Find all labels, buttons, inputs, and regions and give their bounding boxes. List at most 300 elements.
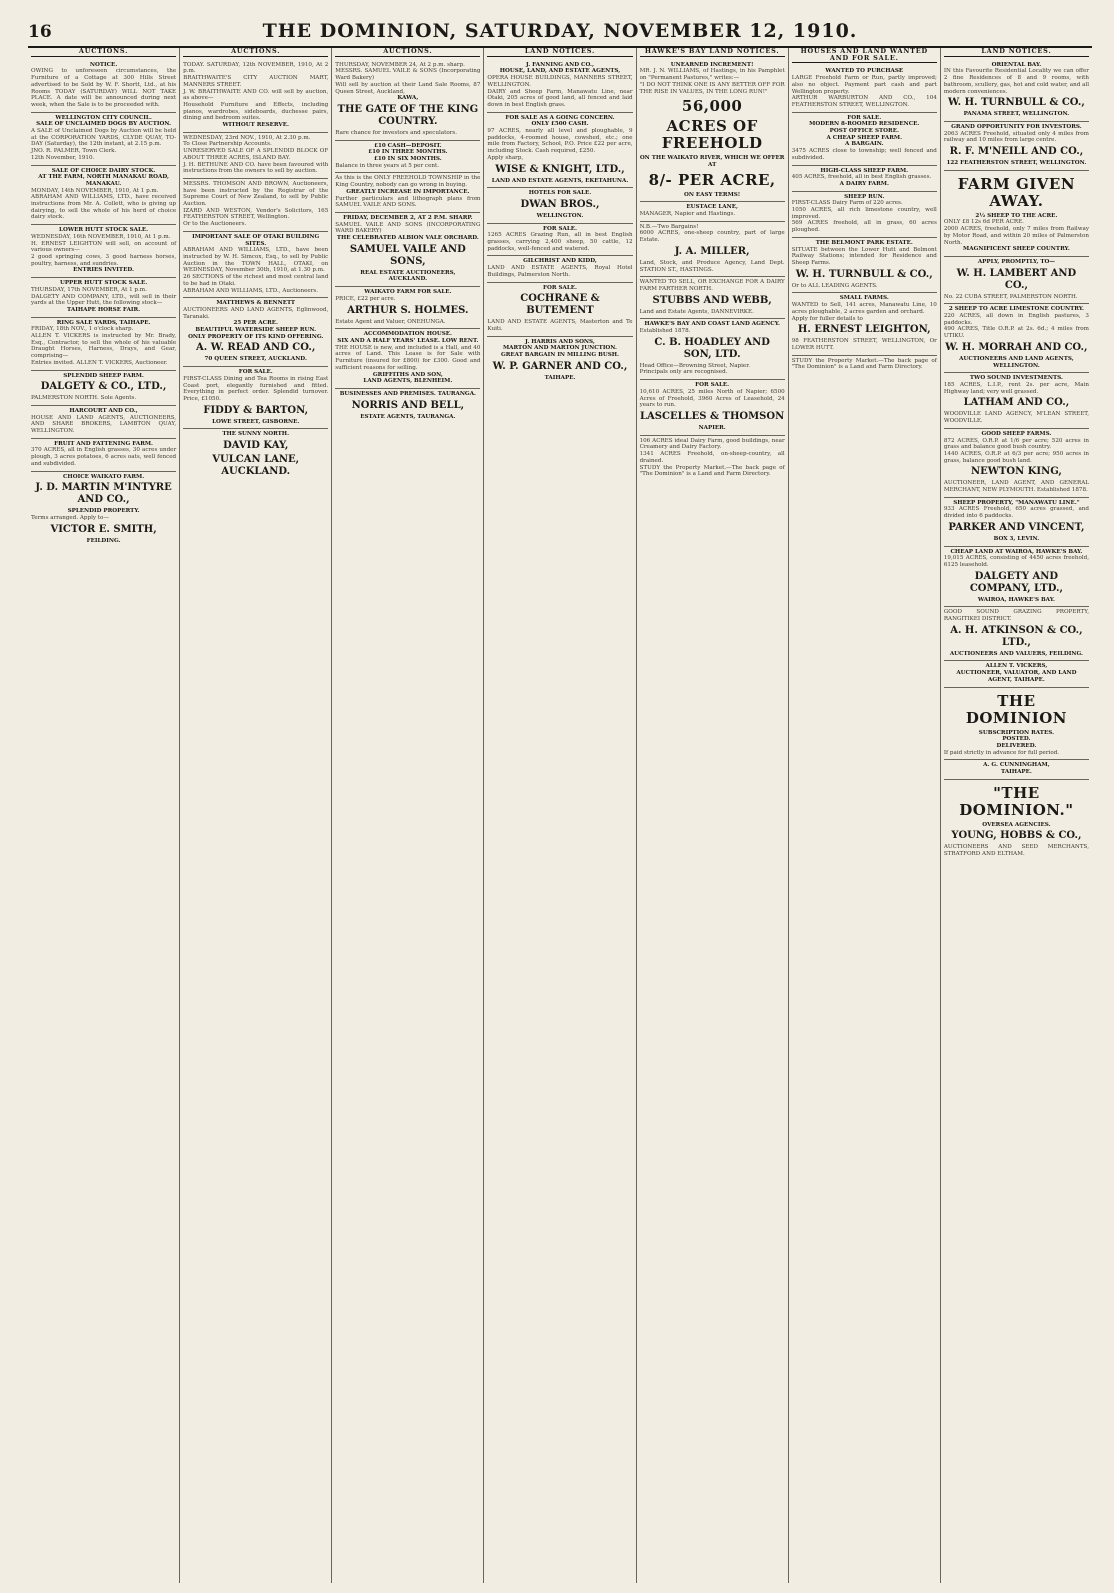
advertisement xyxy=(640,380,785,436)
ad-text: IZARD AND WESTON, Vendor's Solicitors, 165 FEATHERSTON STREET, Wellington. xyxy=(183,207,329,221)
ad-text: OPERA HOUSE BUILDINGS, MANNERS STREET, WELLINGTON. xyxy=(487,75,633,88)
advertisement xyxy=(183,298,328,367)
advertiser-name: DALGETY & CO., LTD., xyxy=(40,381,167,393)
ad-text: HOUSE AND LAND AGENTS, AUCTIONEERS, AND SHARE BROKERS, LAMBTON QUAY, WELLINGTON. xyxy=(31,414,177,435)
ad-text: WANTED to Sell, 141 acres, Manawatu Line, 10 acres ploughable, 2 acres garden and orchard. xyxy=(791,302,937,315)
ad-text: ONLY £8 12s 6d PER ACRE. xyxy=(943,219,1024,226)
ad-heading: MAGNIFICENT SHEEP COUNTRY. xyxy=(963,246,1070,253)
ad-heading: ON EASY TERMS! xyxy=(683,191,741,198)
ad-heading: DELIVERED. xyxy=(996,742,1037,749)
advertiser-name: J. D. MARTIN M'INTYRE AND CO., xyxy=(35,482,172,506)
advertisement xyxy=(487,337,632,385)
newspaper-title: THE DOMINION, SATURDAY, NOVEMBER 12, 1910. xyxy=(262,20,858,42)
advertisement xyxy=(792,238,937,294)
column-6 xyxy=(789,48,941,1583)
ad-heading: AT THE FARM, NORTH MANAKAU ROAD, MANAKAU. xyxy=(38,174,169,187)
advertiser-name: ARTHUR S. HOLMES. xyxy=(347,304,469,316)
advertiser-name: YOUNG, HOBBS & CO., xyxy=(951,830,1082,842)
ad-heading: 122 FEATHERSTON STREET, WELLINGTON. xyxy=(946,160,1087,167)
ad-heading: A BARGAIN. xyxy=(845,141,884,148)
advertisement xyxy=(944,60,1089,122)
advertisement xyxy=(944,760,1089,779)
ad-text: Established 1878. xyxy=(639,328,691,335)
ad-heading: HAWKE'S BAY AND COAST LAND AGENCY. xyxy=(644,321,780,328)
ad-text: Entries invited. ALLEN T. VICKERS, Auctioneer. xyxy=(31,359,168,366)
column-header: AUCTIONS. xyxy=(335,48,480,57)
advertisement xyxy=(487,60,632,113)
ad-text: WANTED TO SELL, OR EXCHANGE FOR A DAIRY FARM FARTHER NORTH. xyxy=(639,279,785,292)
ad-text: WEDNESDAY, 16th NOVEMBER, 1910, At 1 p.m. xyxy=(31,233,171,240)
ad-heading: TAIHAPE. xyxy=(1000,769,1032,776)
ad-text: 1341 ACRES Freehold, on-sheep-country, all drained. xyxy=(639,451,785,464)
ad-heading: WELLINGTON CITY COUNCIL. xyxy=(55,114,152,121)
ad-heading: FOR SALE. xyxy=(695,382,730,389)
ad-heading: SMALL FARMS. xyxy=(839,295,889,302)
ad-heading: BEAUTIFUL WATERSIDE SHEEP RUN. xyxy=(195,327,317,334)
advertisement xyxy=(335,287,480,329)
ad-text: 12th November, 1910. xyxy=(31,154,95,161)
ad-heading: BOX 3, LEVIN. xyxy=(993,535,1040,542)
ad-text: THURSDAY, NOVEMBER 24, At 2 p.m. sharp. xyxy=(335,61,465,68)
column-header: LAND NOTICES. xyxy=(944,48,1089,57)
column-header: AUCTIONS. xyxy=(31,48,176,57)
ad-heading: FOR SALE AS A GOING CONCERN. xyxy=(505,114,615,121)
column-header: AUCTIONS. xyxy=(183,48,328,57)
ad-text: 490 ACRES, Title O.R.P. at 2s. 6d.; 4 miles from UTIKU. xyxy=(943,326,1089,340)
advertiser-name: DAVID KAY, xyxy=(223,440,289,452)
ad-text: 1050 ACRES, all rich limestone country, well improved. xyxy=(791,207,937,220)
ad-heading: AUCTIONEERS AND VALUERS, FEILDING. xyxy=(949,650,1083,657)
ad-text: SAMUEL VAILE AND SONS (INCORPORATING WARD BAKERY) xyxy=(335,221,481,235)
advertisement xyxy=(487,256,632,282)
advertisement xyxy=(335,60,480,141)
ad-text: Will sell by auction at their Land Sale Rooms, 87 Queen Street, Auckland, xyxy=(335,81,481,95)
ad-heading: TWO SOUND INVESTMENTS. xyxy=(969,375,1063,382)
ad-text: 872 ACRES, O.R.P. at 1/6 per acre; 520 acres in grass and balance good bush country. xyxy=(943,437,1089,451)
ad-text: N.B.—Two Bargains! xyxy=(639,223,699,230)
ad-text: MESSRS. SAMUEL VAILE & SONS (Incorporating Ward Bakery) xyxy=(335,68,481,82)
advertisement xyxy=(31,278,176,318)
ad-text: 10,610 ACRES, 25 miles North of Napier; 6500 Acres of Freehold, 3960 Acres of Leasehold, 24 years to run. xyxy=(639,388,785,409)
advertiser-name: STUBBS AND WEBB, xyxy=(652,294,772,306)
advertisement xyxy=(944,429,1089,498)
ad-heading: J. HARRIS AND SONS, xyxy=(525,338,595,345)
advertiser-name: COCHRANE & BUTEMENT xyxy=(520,293,600,317)
ad-text: IN this Favourite Residential Locality we can offer 2 fine Residences of 8 and 9 rooms, with bathroom, scullery, gas, hot and cold water, and all modern conveniences. xyxy=(943,68,1089,95)
ad-text: Head Office—Browning Street, Napier. xyxy=(639,362,751,369)
ad-heading: WITHOUT RESERVE. xyxy=(222,122,289,129)
ad-heading: THE CELEBRATED ALBION VALE ORCHARD. xyxy=(336,235,479,242)
ad-display-heading: 8/- PER ACRE, xyxy=(648,170,776,189)
ad-text: If paid strictly in advance for full period. xyxy=(943,749,1060,756)
advertisement xyxy=(183,232,328,298)
column-3 xyxy=(332,48,484,1583)
ad-heading: FOR SALE. xyxy=(847,114,882,121)
ad-heading: GOOD SHEEP FARMS. xyxy=(981,430,1052,437)
ad-text: Further particulars and lithograph plans from SAMUEL VAILE AND SONS. xyxy=(335,195,481,209)
column-7 xyxy=(941,48,1092,1583)
advertisement xyxy=(944,498,1089,547)
advertiser-name: H. ERNEST LEIGHTON, xyxy=(797,324,931,336)
advertisement xyxy=(31,472,176,548)
advertisement xyxy=(31,60,176,113)
ad-heading: A DAIRY FARM. xyxy=(839,180,889,187)
advertisement xyxy=(335,389,480,423)
ad-heading: J. FANNING AND CO., xyxy=(526,61,594,68)
ad-text: 97 ACRES, nearly all level and ploughable, 9 paddocks, 4-roomed house, cowshed, etc.; one mile from Factory, School, P.O. Price £22 per acre, including Stock. Cash required, £250. xyxy=(487,128,633,155)
advertiser-name: LASCELLES & THOMSON xyxy=(640,410,785,422)
column-5 xyxy=(637,48,789,1583)
ad-text: H. ERNEST LEIGHTON will sell, on account of various owners— xyxy=(31,240,177,254)
ad-text: OWING to unforeseen circumstances, the Furniture of a Cottage at 300 Hills Street advertised to be Sold by W. F. Shortt, Ltd., at his Rooms TODAY (SATURDAY) WILL NOT TAKE PLACE. A date will be announced during next week, when the Sale is to be proceeded with. xyxy=(31,68,177,108)
ad-text: Land, Stock, and Produce Agency, Land Dept. STATION ST., HASTINGS. xyxy=(639,259,785,273)
advertisement xyxy=(640,60,785,203)
ad-heading: 2 SHEEP TO ACRE LIMESTONE COUNTRY. xyxy=(948,306,1084,313)
ad-heading: THE BELMONT PARK ESTATE. xyxy=(815,239,913,246)
ad-text: AUCTIONEERS AND SEED MERCHANTS, STRATFORD AND ELTHAM. xyxy=(943,844,1089,858)
advertisement xyxy=(31,225,176,278)
ad-heading: IMPORTANT SALE OF OTAKI BUILDING SITES. xyxy=(192,233,320,247)
ad-text: 2 good springing cows, 3 good harness horses, poultry, harness, and sundries. xyxy=(31,253,177,267)
advertiser-name: PARKER AND VINCENT, xyxy=(948,521,1085,533)
ad-text: Balance in three years at 5 per cent. xyxy=(335,162,440,169)
ad-text: GOOD SOUND GRAZING PROPERTY, RANGITIKEI DISTRICT. xyxy=(943,609,1089,623)
ad-text: BRAITHWAITE'S CITY AUCTION MART, MANNERS STREET. xyxy=(183,75,329,88)
ad-heading: MATTHEWS & BENNETT xyxy=(216,300,296,307)
advertisement xyxy=(640,222,785,278)
ad-text: UNRESERVED SALE OF A SPLENDID BLOCK OF ABOUT THREE ACRES, ISLAND BAY. xyxy=(183,148,329,161)
ad-text: ABRAHAM AND WILLIAMS, LTD., have been instructed by W. H. Simcox, Esq., to sell by Public Auction in the TOWN HALL, OTAKI, on WEDNESDAY, November 30th, 1910, at 1.30 p.m. xyxy=(183,247,329,274)
ad-heading: ORIENTAL BAY. xyxy=(991,61,1042,68)
ad-heading: MARTON AND MARTON JUNCTION. xyxy=(502,345,618,352)
ad-heading: AUCKLAND. xyxy=(388,276,428,283)
column-2 xyxy=(180,48,332,1583)
advertisement xyxy=(487,224,632,257)
ad-heading: THE SUNNY NORTH. xyxy=(222,431,290,438)
ad-text: WEDNESDAY, 23rd NOV., 1910, At 2.30 p.m. xyxy=(183,134,311,141)
ad-text: AUCTIONEER, LAND AGENT, AND GENERAL MERCHANT, NEW PLYMOUTH. Established 1878. xyxy=(943,480,1089,494)
ad-text: ABRAHAM AND WILLIAMS, LTD., have received instructions from Mr. A. Collett, who is giving up dairying, to sell the whole of his herd of choice dairy stock. xyxy=(31,194,177,221)
advertisement xyxy=(183,179,328,232)
ad-text: MANAGER, Napier and Hastings. xyxy=(639,211,736,218)
ad-text: DAIRY and Sheep Farm, Manawatu Line, near Otaki, 205 acres of good land, all fenced and laid down in best English grass. xyxy=(487,88,633,108)
ad-heading: GILCHRIST AND KIDD, xyxy=(523,258,597,265)
ad-heading: NOTICE. xyxy=(89,61,118,68)
ad-heading: WELLINGTON. xyxy=(536,212,584,219)
ad-heading: SIX AND A HALF YEARS' LEASE. LOW RENT. xyxy=(337,337,479,344)
ad-heading: ALLEN T. VICKERS, xyxy=(985,663,1048,670)
ad-heading: WAIROA, HAWKE'S BAY. xyxy=(977,596,1055,603)
ad-text: MONDAY, 14th NOVEMBER, 1910, At 1 p.m. xyxy=(31,187,159,194)
advertiser-name: DALGETY AND COMPANY, LTD., xyxy=(969,570,1063,594)
ad-heading: 25 PER ACRE. xyxy=(233,320,278,327)
ad-heading: LAND AGENTS, BLENHEIM. xyxy=(363,378,453,385)
advertiser-name: W. H. MORRAH AND CO., xyxy=(945,341,1088,353)
advertisement xyxy=(640,436,785,481)
ad-heading: WAIKATO FARM FOR SALE. xyxy=(364,289,452,296)
ad-text: 1440 ACRES, O.R.P. at 6/3 per acre; 950 acres in grass, balance good bush land. xyxy=(943,450,1089,464)
advertisement xyxy=(640,277,785,319)
advertiser-name: VICTOR E. SMITH, xyxy=(50,523,157,535)
ad-text: 185 ACRES, L.I.P., rent 2s. per acre, Main Highway land; very well grassed. xyxy=(943,381,1089,395)
ad-heading: 70 QUEEN STREET, AUCKLAND. xyxy=(204,356,307,363)
ad-display-heading: ACRES OF FREEHOLD xyxy=(661,117,763,153)
advertiser-name: W. P. GARNER AND CO., xyxy=(492,360,628,372)
ad-text: PRICE, £22 per acre. xyxy=(335,295,396,302)
ad-heading: SHEEP PROPERTY, "MANAWATU LINE." xyxy=(953,499,1080,506)
advertiser-name: SAMUEL VAILE AND SONS, xyxy=(349,243,466,267)
ad-heading: HOTELS FOR SALE. xyxy=(528,190,592,197)
ad-text: 2063 ACRES Freehold, situated only 4 miles from railway and 10 miles from large centre. xyxy=(943,130,1089,144)
advertisement xyxy=(31,166,176,226)
advertisement xyxy=(487,113,632,189)
ad-heading: LOWE STREET, GISBORNE. xyxy=(212,418,300,425)
advertisement xyxy=(487,283,632,337)
ad-heading: SUBSCRIPTION RATES. xyxy=(978,729,1055,736)
ad-text: ALLEN T. VICKERS is instructed by Mr. Brady, Esq., Contractor, to sell the whole of his valuable Draught Horses, Harness, Drays, and Gear, comprising— xyxy=(31,333,177,360)
ad-heading: UNEARNED INCREMENT! xyxy=(670,61,754,68)
ad-heading: HARCOURT AND CO., xyxy=(69,407,138,414)
advertisement xyxy=(31,318,176,371)
advertisement xyxy=(792,192,937,238)
ad-text: WOODVILLE LAND AGENCY, M'LEAN STREET, WOODVILLE. xyxy=(943,411,1089,425)
ad-heading: ENTRIES INVITED. xyxy=(73,267,134,274)
ad-heading: £10 IN SIX MONTHS. xyxy=(374,156,442,163)
ad-text: Principals only are recognised. xyxy=(639,369,728,376)
ad-heading: HOUSE, LAND, AND ESTATE AGENTS, xyxy=(499,68,621,75)
ad-heading: CHOICE WAIKATO FARM. xyxy=(62,473,145,480)
column-header: LAND NOTICES. xyxy=(487,48,632,57)
advertiser-name: FIDDY & BARTON, xyxy=(203,404,309,416)
ad-text: Or to ALL LEADING AGENTS. xyxy=(791,282,878,289)
ad-text: FRIDAY, 18th NOV., 1 o'clock sharp. xyxy=(31,326,134,333)
ad-text: Or to the Auctioneers. xyxy=(183,221,247,228)
ad-text: Rare chance for investors and speculators. xyxy=(335,129,458,136)
advertisement xyxy=(31,371,176,406)
advertisement xyxy=(792,66,937,112)
ad-text: Estate Agent and Valuer, ONEHUNGA. xyxy=(335,318,446,325)
ad-heading: ONLY PROPERTY OF ITS KIND OFFERING. xyxy=(188,333,324,340)
advertiser-name: VULCAN LANE, AUCKLAND. xyxy=(212,454,300,478)
advertisement xyxy=(792,113,937,166)
ad-heading: SALE OF CHOICE DAIRY STOCK. xyxy=(51,167,156,174)
ad-heading: PANAMA STREET, WELLINGTON. xyxy=(963,111,1070,118)
ad-heading: HIGH-CLASS SHEEP FARM. xyxy=(820,167,909,174)
ad-text: THE HOUSE is new, and included is a Hall, and 40 acres of Land. This Lease is for Sale with Furniture (insured for £800) for £300. Good and sufficient reasons for selling. xyxy=(335,344,481,371)
advertisement xyxy=(31,439,176,472)
advertiser-name: W. H. LAMBERT AND CO., xyxy=(956,267,1077,291)
advertiser-name: W. H. TURNBULL & CO., xyxy=(947,97,1085,109)
ad-heading: LOWER HUTT STOCK SALE. xyxy=(59,227,149,234)
ad-heading: A CHEAP SHEEP FARM. xyxy=(826,134,903,141)
advertisement xyxy=(487,188,632,223)
advertisement xyxy=(944,171,1089,257)
advertiser-name: THE GATE OF THE KING COUNTRY. xyxy=(337,103,479,127)
ad-text: J. H. BETHUNE AND CO. have been favoured with instructions from the owners to sell by auction. xyxy=(183,161,329,175)
advertisement xyxy=(183,60,328,133)
ad-heading: RING SALE YARDS, TAIHAPE. xyxy=(56,319,151,326)
ad-text: JNO. R. PALMER, Town Clerk. xyxy=(31,148,117,155)
ad-heading: FOR SALE. xyxy=(543,284,577,291)
ad-heading: NAPIER. xyxy=(698,424,726,431)
advertiser-name: W. H. TURNBULL & CO., xyxy=(795,268,933,280)
ad-heading: SPLENDID PROPERTY. xyxy=(67,508,140,515)
ad-heading: KAWA, xyxy=(397,95,419,102)
ad-text: 2000 ACRES, freehold, only 7 miles from Railway by Motor Road, and within 20 miles of Palmerston North. xyxy=(943,226,1089,246)
ad-heading: 2½ SHEEP TO THE ACRE. xyxy=(975,212,1058,219)
ad-text: 1265 ACRES Grazing Run, all in best English grasses, carrying 2,400 sheep, 50 cattle, 12 paddocks, well-fenced and watered. xyxy=(487,232,633,252)
advertisement xyxy=(183,133,328,179)
advertiser-name: A. W. READ AND CO., xyxy=(196,342,316,354)
ad-heading: POST OFFICE STORE. xyxy=(829,128,899,135)
ad-heading: FRIDAY, DECEMBER 2, AT 2 P.M. SHARP. xyxy=(343,214,473,221)
advertiser-name: WISE & KNIGHT, LTD., xyxy=(495,163,625,175)
column-header: HOUSES AND LAND WANTED AND FOR SALE. xyxy=(792,48,937,63)
ad-heading: SPLENDID SHEEP FARM. xyxy=(63,372,144,379)
ad-display-heading: "THE DOMINION." xyxy=(959,783,1074,819)
ad-text: STUDY the Property Market.—The back page of "The Dominion" is a Land and Farm Directory. xyxy=(791,357,937,371)
ad-text: 26 SECTIONS of the richest and most central land to be had in Otaki. xyxy=(183,274,329,287)
advertisement xyxy=(944,688,1089,761)
advertisement xyxy=(183,367,328,429)
advertisement xyxy=(792,293,937,355)
ad-text: ARTHUR WARBURTON AND CO., 104 FEATHERSTON STREET, WELLINGTON. xyxy=(791,95,937,108)
column-4 xyxy=(484,48,636,1583)
ad-text: J. W. BRAITHWAITE AND CO. will sell by auction, as above— xyxy=(183,88,329,102)
ad-text: MESSRS. THOMSON AND BROWN, Auctioneers, have been instructed by the Registrar of the Supreme Court of New Zealand, to sell by Public Auction. xyxy=(183,180,329,208)
ad-text: 3475 ACRES close to township; well fenced and subdivided. xyxy=(791,148,937,161)
ad-heading: GREAT BARGAIN IN MILLING BUSH. xyxy=(500,352,619,359)
ad-heading: SALE OF UNCLAIMED DOGS BY AUCTION. xyxy=(36,121,172,128)
columns xyxy=(28,48,1092,1583)
advertisement xyxy=(944,607,1089,661)
ad-text: ABRAHAM AND WILLIAMS, LTD., Auctioneers. xyxy=(183,287,319,294)
ad-heading: ON THE WAIKATO RIVER, WHICH WE OFFER AT xyxy=(639,155,785,168)
advertisement xyxy=(183,429,328,483)
ad-text: As this is the ONLY FREEHOLD TOWNSHIP in the King Country, nobody can go wrong in buying. xyxy=(335,175,481,189)
ad-text: 98 FEATHERSTON STREET, WELLINGTON, Or LOWER HUTT. xyxy=(791,338,937,351)
ad-text: TODAY. SATURDAY, 12th NOVEMBER, 1910, At 2 p.m. xyxy=(183,61,329,75)
advertisement xyxy=(335,141,480,174)
ad-heading: A. G. CUNNINGHAM, xyxy=(983,762,1050,769)
ad-text: 405 ACRES, freehold, all in best English grasses. xyxy=(791,174,932,181)
masthead xyxy=(28,8,1092,48)
ad-text: THURSDAY, 17th NOVEMBER, At 1 p.m. xyxy=(31,286,147,293)
ad-heading: OVERSEA AGENCIES. xyxy=(982,821,1051,828)
ad-heading: CHEAP LAND AT WAIROA, HAWKE'S BAY. xyxy=(950,548,1083,555)
ad-text: Household Furniture and Effects, including pianos, wardrobes, sideboards, duchesse pairs, dining and bedroom suites. xyxy=(183,101,329,122)
ad-heading: ONLY £500 CASH. xyxy=(531,121,589,128)
ad-heading: APPLY, PROMPTLY, TO— xyxy=(977,258,1055,265)
ad-heading: ESTATE AGENTS, TAURANGA. xyxy=(360,413,456,420)
ad-text: Land and Estate Agents, DANNEVIRKE. xyxy=(639,308,754,315)
advertisement xyxy=(335,173,480,213)
advertisement xyxy=(944,122,1089,171)
advertisement xyxy=(335,329,480,389)
ad-text: DALGETY AND COMPANY, LTD., will sell in their yards at the Upper Hutt, the following stock— xyxy=(31,293,177,307)
ad-text: 220 ACRES, all down in English pastures, 3 paddocks. xyxy=(943,313,1089,326)
ad-heading: GRIFFITHS AND SON, xyxy=(372,371,443,378)
advertiser-name: A. H. ATKINSON & CO., LTD., xyxy=(950,624,1083,648)
ad-heading: TAIHAPE. xyxy=(544,374,576,381)
advertisement xyxy=(335,213,480,287)
advertiser-name: R. F. M'NEILL AND CO., xyxy=(949,146,1084,158)
ad-text: AUCTIONEERS AND LAND AGENTS, Eglinwood, Taranaki. xyxy=(183,306,329,320)
ad-heading: ACCOMMODATION HOUSE. xyxy=(363,331,452,338)
ad-heading: £10 IN THREE MONTHS. xyxy=(368,149,448,156)
ad-heading: FOR SALE. xyxy=(238,369,273,376)
ad-text: 933 ACRES Freehold, 650 acres grassed, and divided into 6 paddocks. xyxy=(943,506,1089,520)
ad-heading: SHEEP RUN. xyxy=(844,193,885,200)
advertiser-name: DWAN BROS., xyxy=(520,198,600,210)
advertisement xyxy=(31,113,176,166)
ad-heading: £10 CASH—DEPOSIT. xyxy=(374,142,442,149)
ad-text: Apply for fuller details to xyxy=(791,315,863,322)
advertiser-name: C. B. HOADLEY AND SON, LTD. xyxy=(654,336,770,360)
ad-heading: FEILDING. xyxy=(86,537,121,544)
column-1 xyxy=(28,48,180,1583)
ad-heading: AUCTIONEERS AND LAND AGENTS, WELLINGTON. xyxy=(959,355,1074,369)
ad-heading: REAL ESTATE AUCTIONEERS, xyxy=(360,269,456,276)
ad-text: 569 ACRES freehold, all in grass, 60 acres ploughed. xyxy=(791,220,937,234)
ad-heading: POSTED. xyxy=(1002,736,1031,743)
ad-heading: WANTED TO PURCHASE xyxy=(825,68,904,75)
ad-text: 370 ACRES, all in English grasses, 30 acres under plough, 3 acres potatoes, 6 acres oats, well fenced and subdivided. xyxy=(31,447,177,467)
ad-heading: AUCTIONEER, VALUATOR, AND LAND AGENT, TAIHAPE. xyxy=(956,670,1077,683)
advertisement xyxy=(944,780,1089,861)
advertisement xyxy=(31,406,176,439)
page-number: 16 xyxy=(28,22,52,42)
ad-text: PALMERSTON NORTH. Sole Agents. xyxy=(31,395,137,402)
ad-heading: UPPER HUTT STOCK SALE. xyxy=(59,280,148,287)
ad-text: LAND AND ESTATE AGENTS, Royal Hotel Buildings, Palmerston North. xyxy=(487,265,633,278)
ad-text: MR. J. N. WILLIAMS, of Hastings, in his Pamphlet on "Permanent Pastures," writes:— xyxy=(639,68,785,82)
advertiser-name: NEWTON KING, xyxy=(970,466,1062,478)
advertisement xyxy=(944,661,1089,687)
advertisement xyxy=(792,166,937,192)
advertisement xyxy=(640,319,785,380)
ad-display-heading: 56,000 xyxy=(681,97,743,116)
ad-heading: MODERN 8-ROOMED RESIDENCE. xyxy=(809,121,920,128)
ad-text: FIRST-CLASS Dairy Farm of 220 acres. xyxy=(791,200,903,207)
ad-heading: EUSTACE LANE, xyxy=(686,204,738,211)
ad-display-heading: THE DOMINION xyxy=(965,691,1068,727)
advertiser-name: J. A. MILLER, xyxy=(674,245,750,257)
advertiser-name: NORRIS AND BELL, xyxy=(351,399,465,411)
ad-heading: FRUIT AND FATTENING FARM. xyxy=(54,440,154,447)
ad-text: Terms arranged. Apply to— xyxy=(31,514,110,521)
ad-heading: FOR SALE. xyxy=(543,225,577,232)
ad-heading: GRAND OPPORTUNITY FOR INVESTORS. xyxy=(951,123,1082,130)
ad-text: "I DO NOT THINK ONE IS ANY BETTER OFF FOR THE RISE IN VALUES, IN THE LONG RUN!" xyxy=(639,81,785,95)
ad-text: A SALE of Unclaimed Dogs by Auction will be held at the CORPORATION YARDS, CLYDE QUAY, TO-DAY (Saturday), the 12th instant, at 2.15 p.m. xyxy=(31,128,177,148)
ad-text: Apply sharp, xyxy=(487,154,524,161)
advertisement xyxy=(792,356,937,374)
ad-heading: GREATLY INCREASE IN IMPORTANCE. xyxy=(346,188,470,195)
ad-text: 6000 ACRES, one-sheep country, part of large Estate. xyxy=(639,230,785,244)
ad-text: STUDY the Property Market.—The back page of "The Dominion" is a Land and Farm Directory. xyxy=(639,464,785,478)
ad-text: FIRST-CLASS Dining and Tea Rooms in rising East Coast port, elegantly furnished and fitted. Everything in perfect order. Splendid turnover. Price, £1050. xyxy=(183,375,329,402)
advertisement xyxy=(944,373,1089,429)
ad-text: LARGE Freehold Farm or Run, partly improved; also no object. Payment part cash and part Wellington property. xyxy=(791,75,937,95)
column-header: HAWKE'S BAY LAND NOTICES. xyxy=(640,48,785,57)
ad-text: To Close Partnership Accounts. xyxy=(183,141,272,148)
advertisement xyxy=(944,304,1089,373)
ad-text: 106 ACRES ideal Dairy Farm, good buildings, near Creamery and Dairy Factory. xyxy=(639,437,785,451)
ad-heading: TAIHAPE HORSE FAIR. xyxy=(67,306,141,313)
ad-heading: BUSINESSES AND PREMISES. TAURANGA. xyxy=(339,390,476,397)
ad-display-heading: FARM GIVEN AWAY. xyxy=(957,174,1076,210)
